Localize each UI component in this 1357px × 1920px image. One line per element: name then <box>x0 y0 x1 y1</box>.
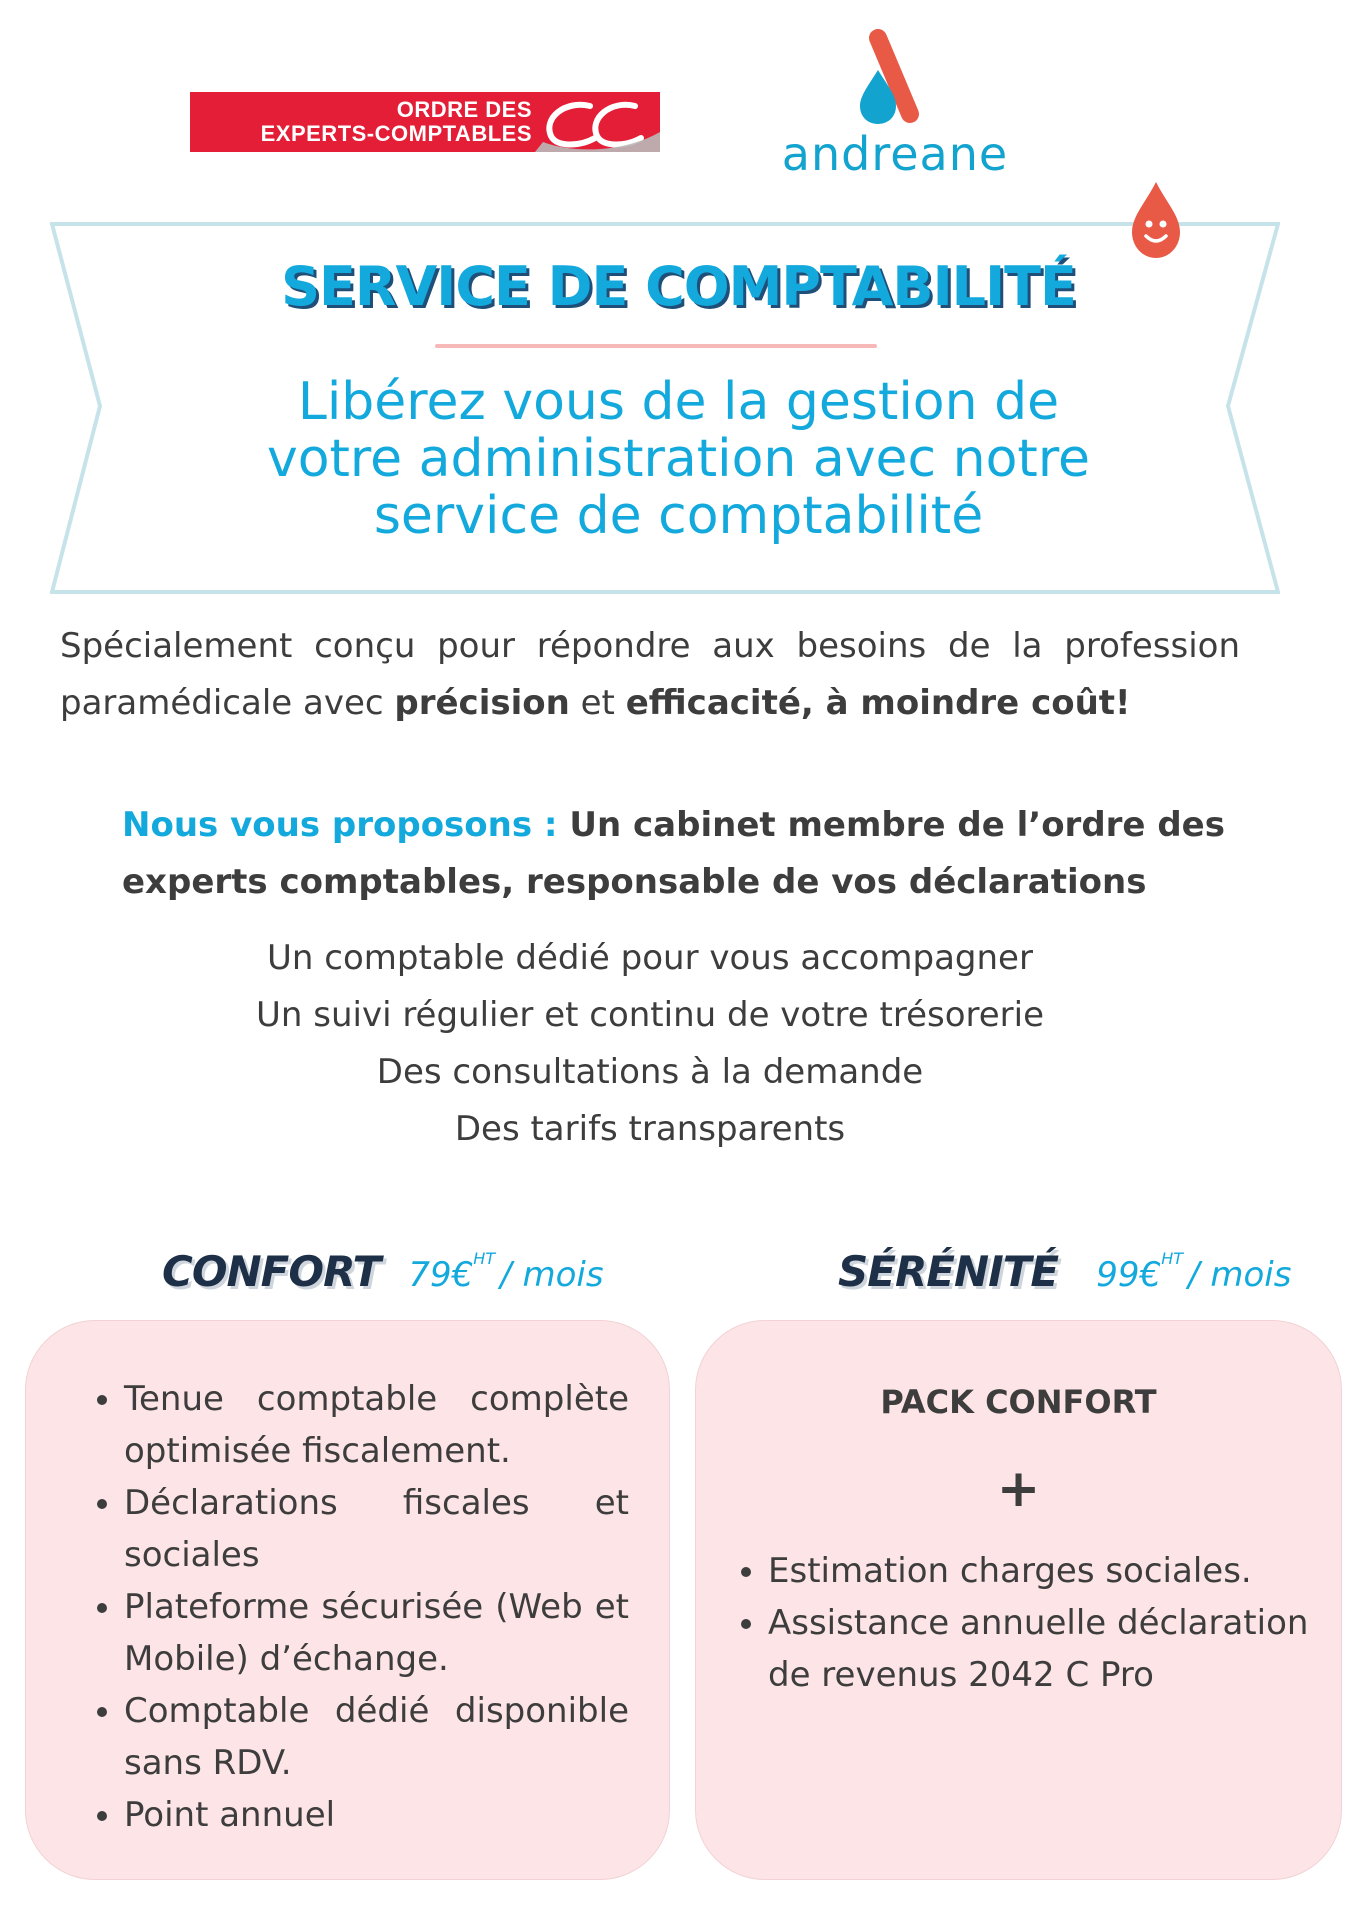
proposal-paragraph <box>122 797 1252 911</box>
plan-name-serenite: SÉRÉNITÉ <box>838 1247 1059 1296</box>
confort-items <box>26 1321 669 1841</box>
andreane-mark-icon <box>760 22 1030 132</box>
plan-header-serenite <box>838 1247 1291 1296</box>
list-item: • Comptable dédié disponible sans RDV. <box>124 1685 629 1789</box>
plan-price-serenite: 99€ <box>1096 1255 1162 1295</box>
list-item: • Plateforme sécurisée (Web et Mobile) d’échange. <box>124 1581 629 1685</box>
plan-card-serenite <box>695 1320 1342 1880</box>
subtitle-line: Libérez vous de la gestion de <box>297 372 1060 432</box>
subtitle-line: votre administration avec notre <box>266 429 1091 489</box>
oec-swirl-icon <box>535 92 660 152</box>
mascot-drop-icon <box>1128 180 1184 260</box>
feature-item: Un suivi régulier et continu de votre trésorerie <box>256 995 1044 1035</box>
intro-bold-precision: précision <box>394 683 570 723</box>
plan-ht-confort: HT <box>473 1249 496 1268</box>
andreane-wordmark: andreane <box>781 127 1009 181</box>
intro-bold-efficacite: efficacité, à moindre coût! <box>625 683 1131 723</box>
title-divider <box>435 344 877 348</box>
plan-header-confort <box>162 1247 604 1296</box>
features-list <box>0 930 1300 1158</box>
andreane-logo <box>760 22 1030 182</box>
oec-logo <box>190 92 660 152</box>
plan-price-confort: 79€ <box>408 1255 474 1295</box>
intro-paragraph <box>60 618 1240 732</box>
pack-confort-label: PACK CONFORT <box>880 1383 1157 1421</box>
feature-item: Des consultations à la demande <box>376 1052 924 1092</box>
list-item: • Estimation charges sociales. <box>768 1545 1321 1597</box>
plan-ht-serenite: HT <box>1161 1249 1183 1268</box>
subtitle <box>150 374 1207 545</box>
proposal-text: Un cabinet membre de l’ordre des experts comptables, responsable de vos déclarations <box>122 805 1225 902</box>
oec-logo-line1: ORDRE DES <box>396 97 532 122</box>
list-item: • Assistance annuelle déclaration de revenus 2042 C Pro <box>768 1597 1321 1701</box>
plan-name-confort: CONFORT <box>162 1247 381 1296</box>
plan-card-confort <box>25 1320 670 1880</box>
proposal-lead: Nous vous proposons : <box>122 805 558 845</box>
oec-logo-text <box>261 98 532 146</box>
intro-text-mid: et <box>580 683 615 723</box>
oec-logo-line2: EXPERTS-COMPTABLES <box>260 121 532 146</box>
plus-icon: + <box>996 1459 1041 1519</box>
feature-item: Un comptable dédié pour vous accompagner <box>267 938 1033 978</box>
feature-item: Des tarifs transparents <box>454 1109 846 1149</box>
subtitle-line: service de comptabilité <box>373 486 984 546</box>
plan-period-confort: / mois <box>500 1255 604 1295</box>
list-item: • Déclarations fiscales et sociales <box>124 1477 629 1581</box>
intro-text: Spécialement conçu pour répondre aux besoins de la profession paramédicale avec <box>60 626 1240 723</box>
list-item: • Point annuel <box>124 1789 629 1841</box>
list-item: • Tenue comptable complète optimisée fiscalement. <box>124 1373 629 1477</box>
serenite-items <box>696 1545 1341 1701</box>
page-title: SERVICE DE COMPTABILITÉ <box>281 255 1076 318</box>
plan-period-serenite: / mois <box>1188 1255 1292 1295</box>
